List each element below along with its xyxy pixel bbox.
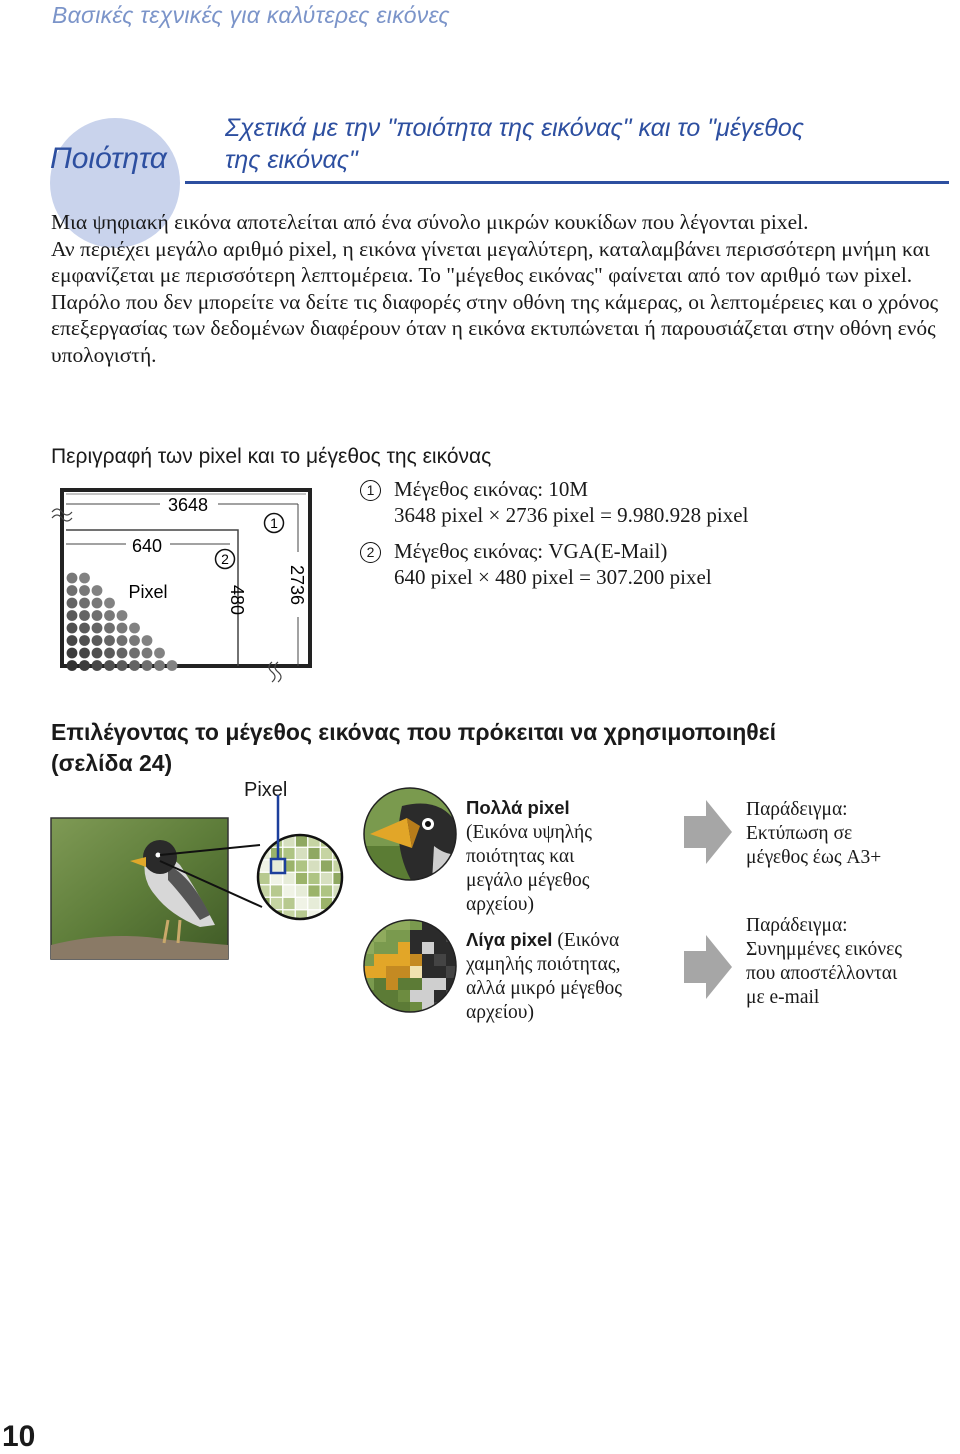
marker-1: 1	[270, 515, 278, 531]
many-pixels-line: αρχείου)	[466, 894, 534, 915]
pixel-dot	[117, 623, 128, 634]
mosaic-cell	[410, 966, 422, 978]
mosaic-cell	[386, 966, 398, 978]
intro-paragraph-2: Αν περιέχει μεγάλο αριθμό pixel, η εικόνα γίνεται μεγαλύτερη, καταλαμβάνει περισσότερη μνήμη και εμφανίζεται με περισσότερη λεπτομέρεια. Το "μέγεθος εικόνας" φαίνεται από τον αριθμό των pixel. Παρόλο που δεν μπορείτε να δείτε τις διαφορές στην οθόνη της κάμερας, οι λεπτομέρειες και ο χρόνος επεξεργασίας των δεδομένων διαφέρουν όταν η εικόνα εκτυπώνεται ή παρουσιάζεται στην οθόνη ενός υπολογιστή.	[51, 236, 939, 367]
grid-cell	[321, 860, 333, 872]
section-title: Ποιότητα	[50, 142, 167, 175]
width-small-label: 640	[131, 536, 163, 556]
grid-cell	[271, 873, 283, 885]
grid-cell	[271, 860, 283, 872]
pixel-callout-label: Pixel	[244, 779, 288, 801]
mosaic-cell	[398, 930, 410, 942]
few-pixels-line: (Εικόνα	[552, 930, 620, 951]
pixel-dot	[79, 610, 90, 621]
pixel-label: Pixel	[128, 582, 168, 602]
intro-paragraph-1: Μια ψηφιακή εικόνα αποτελείται από ένα σύνολο μικρών κουκίδων που λέγονται pixel.	[51, 210, 809, 234]
pixel-dot	[67, 648, 78, 659]
pixel-dot	[104, 648, 115, 659]
mosaic-cell	[398, 990, 410, 1002]
few-pixels-line: αλλά μικρό μέγεθος	[466, 978, 623, 999]
pixel-dot	[79, 598, 90, 609]
mosaic-cell	[422, 966, 434, 978]
grid-cell	[271, 848, 283, 860]
pixel-dot	[104, 598, 115, 609]
section-subtitle-line2: της εικόνας"	[225, 146, 358, 174]
few-pixels-line: χαμηλής ποιότητας,	[466, 954, 621, 975]
mosaic-cell	[374, 942, 386, 954]
mosaic-cell	[446, 918, 458, 930]
grid-cell	[308, 885, 320, 897]
height-small-label: 480	[227, 584, 247, 616]
page-number: 10	[2, 1420, 36, 1453]
size-list-line: Μέγεθος εικόνας: 10M	[394, 477, 589, 501]
mosaic-cell	[434, 966, 446, 978]
pixel-dot	[67, 623, 78, 634]
high-resolution-thumbnail	[362, 786, 458, 882]
grid-cell	[296, 848, 308, 860]
mosaic-cell	[422, 954, 434, 966]
choosing-heading-line1: Επιλέγοντας το μέγεθος εικόνας που πρόκειται να χρησιμοποιηθεί	[51, 719, 777, 745]
pixel-dot	[92, 610, 103, 621]
pixel-dot	[92, 623, 103, 634]
mosaic-cell	[374, 978, 386, 990]
low-resolution-thumbnail	[362, 918, 458, 1014]
pixel-dot	[92, 585, 103, 596]
pixel-dot	[129, 635, 140, 646]
pixel-dot	[104, 610, 115, 621]
grid-cell	[321, 885, 333, 897]
bird-photo-illustration	[50, 795, 370, 965]
grid-cell	[283, 848, 295, 860]
mosaic-cell	[434, 942, 446, 954]
choosing-heading	[51, 717, 776, 779]
many-pixels-line: ποιότητας και	[466, 846, 575, 867]
few-pixels-line: αρχείου)	[466, 1002, 534, 1023]
pixel-dot	[167, 660, 178, 671]
pixel-dot	[67, 610, 78, 621]
many-pixels-title: Πολλά pixel	[466, 797, 570, 818]
pixel-dot	[67, 660, 78, 671]
many-pixels-line: μεγάλο μέγεθος	[466, 870, 590, 891]
pixel-dot	[117, 610, 128, 621]
pixel-dot	[142, 648, 153, 659]
pixel-dot	[142, 660, 153, 671]
size-list-line: 640 pixel × 480 pixel = 307.200 pixel	[394, 565, 712, 589]
arrow-right-icon	[684, 800, 734, 864]
mosaic-cell	[362, 918, 374, 930]
mosaic-cell	[386, 990, 398, 1002]
pixel-dot	[92, 635, 103, 646]
pixel-dot	[79, 635, 90, 646]
grid-cell	[283, 898, 295, 910]
pixel-dot	[129, 623, 140, 634]
grid-cell	[296, 835, 308, 847]
pixel-dot	[129, 660, 140, 671]
grid-cell	[296, 860, 308, 872]
size-list-item-1	[360, 476, 748, 528]
section-rule	[185, 181, 949, 184]
grid-cell	[308, 898, 320, 910]
example-line: μέγεθος έως A3+	[746, 847, 882, 868]
pixel-dot	[79, 648, 90, 659]
mosaic-cell	[398, 978, 410, 990]
pixel-dot	[142, 635, 153, 646]
pixel-dot	[92, 598, 103, 609]
mosaic-cell	[398, 954, 410, 966]
pixel-dot	[67, 573, 78, 584]
example-line: Συνημμένες εικόνες	[746, 939, 903, 960]
mosaic-cell	[386, 954, 398, 966]
grid-cell	[333, 910, 345, 922]
grid-cell	[296, 885, 308, 897]
example-many	[746, 798, 881, 870]
size-list-line: Μέγεθος εικόνας: VGA(E-Mail)	[394, 539, 668, 563]
mosaic-cell	[386, 930, 398, 942]
grid-cell	[321, 898, 333, 910]
grid-cell	[333, 835, 345, 847]
example-line: με e-mail	[746, 987, 820, 1008]
arrow-right-icon	[684, 935, 734, 999]
pixel-dot	[117, 648, 128, 659]
pixel-dot	[117, 660, 128, 671]
mosaic-cell	[398, 966, 410, 978]
grid-cell	[308, 848, 320, 860]
section-subtitle	[225, 112, 804, 176]
many-pixels-line: (Εικόνα υψηλής	[466, 822, 592, 843]
pixel-dot	[92, 660, 103, 671]
section-subtitle-line1: Σχετικά με την "ποιότητα της εικόνας" και το "μέγεθος	[225, 114, 804, 142]
mosaic-cell	[410, 978, 422, 990]
height-large-label: 2736	[287, 564, 307, 606]
pixel-dot	[117, 635, 128, 646]
running-header: Βασικές τεχνικές για καλύτερες εικόνες	[52, 2, 450, 28]
pixel-dot	[129, 648, 140, 659]
mosaic-cell	[434, 978, 446, 990]
grid-cell	[296, 898, 308, 910]
mosaic-cell	[410, 930, 422, 942]
grid-cell	[258, 910, 270, 922]
pixel-dot	[67, 585, 78, 596]
example-line: Παράδειγμα:	[746, 915, 848, 936]
example-line: που αποστέλλονται	[746, 963, 898, 984]
mosaic-cell	[422, 990, 434, 1002]
size-list	[360, 476, 748, 590]
pixel-dot	[92, 648, 103, 659]
mosaic-cell	[386, 978, 398, 990]
mosaic-cell	[434, 954, 446, 966]
few-pixels-description	[466, 928, 622, 1025]
mosaic-cell	[422, 942, 434, 954]
size-list-item-2	[360, 538, 748, 590]
example-line: Παράδειγμα:	[746, 799, 848, 820]
diagram-caption: Περιγραφή των pixel και το μέγεθος της εικόνας	[51, 445, 492, 468]
mosaic-cell	[410, 954, 422, 966]
grid-cell	[296, 873, 308, 885]
pixel-dot	[79, 585, 90, 596]
grid-cell	[308, 873, 320, 885]
mosaic-cell	[398, 942, 410, 954]
mosaic-cell	[410, 990, 422, 1002]
pixel-dot	[104, 623, 115, 634]
pixel-dot	[79, 573, 90, 584]
pixel-dot	[104, 635, 115, 646]
size-list-line: 3648 pixel × 2736 pixel = 9.980.928 pixel	[394, 503, 749, 527]
mosaic-cell	[422, 978, 434, 990]
example-line: Εκτύπωση σε	[746, 823, 853, 844]
grid-cell	[283, 885, 295, 897]
grid-cell	[258, 873, 270, 885]
mosaic-cell	[386, 942, 398, 954]
pixel-dot	[67, 635, 78, 646]
mosaic-cell	[410, 942, 422, 954]
pixel-dot	[79, 660, 90, 671]
many-pixels-description	[466, 796, 592, 917]
size-list-number: 1	[360, 480, 381, 501]
choosing-heading-line2: (σελίδα 24)	[51, 750, 173, 776]
pixel-dot	[67, 598, 78, 609]
mosaic-cell	[362, 1002, 374, 1014]
example-few	[746, 914, 902, 1010]
mosaic-cell	[422, 930, 434, 942]
grid-cell	[321, 873, 333, 885]
few-pixels-title: Λίγα pixel	[466, 929, 553, 950]
size-list-number: 2	[360, 542, 381, 563]
mosaic-cell	[374, 966, 386, 978]
pixel-dot	[79, 623, 90, 634]
pixel-dot	[104, 660, 115, 671]
pixel-size-diagram	[50, 482, 320, 687]
mosaic-cell	[446, 1002, 458, 1014]
pixel-dot	[154, 648, 165, 659]
mosaic-cell	[374, 954, 386, 966]
pixel-dot	[154, 660, 165, 671]
grid-cell	[308, 860, 320, 872]
grid-cell	[283, 873, 295, 885]
grid-cell	[271, 885, 283, 897]
intro-text	[51, 209, 951, 369]
width-large-label: 3648	[167, 495, 209, 515]
marker-2: 2	[221, 551, 229, 567]
